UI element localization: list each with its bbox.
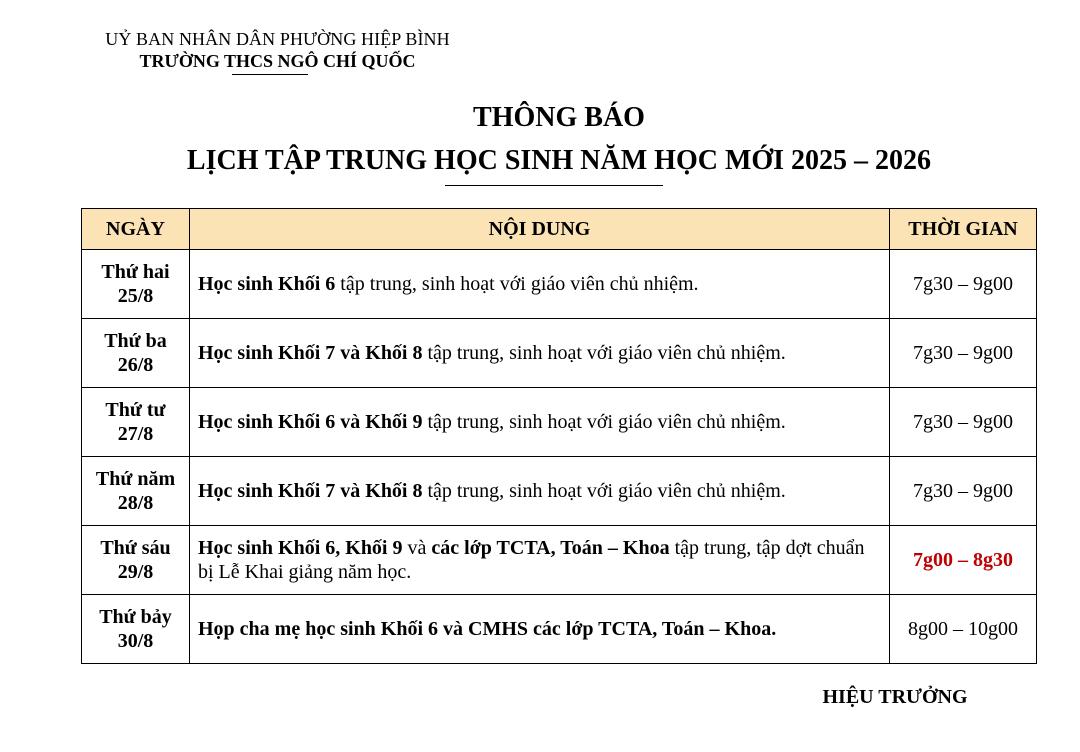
table-row: [82, 319, 1037, 388]
table-header-row: [82, 209, 1037, 250]
day-date: 28/8: [117, 492, 154, 514]
content-cell: [190, 595, 890, 664]
content-cell: [190, 388, 890, 457]
time-cell: 7g30 – 9g00: [890, 319, 1037, 388]
column-header-day: NGÀY: [82, 209, 190, 250]
content-cell: [190, 457, 890, 526]
org-underline: [232, 74, 308, 75]
content-connector: và: [402, 537, 432, 559]
content-bold: Học sinh Khối 7 và Khối 8: [198, 342, 423, 364]
org-line-ward: UỶ BAN NHÂN DÂN PHƯỜNG HIỆP BÌNH: [105, 29, 450, 49]
content-cell: [190, 319, 890, 388]
notice-title: THÔNG BÁO: [473, 102, 645, 133]
day-name: Thứ bảy: [99, 606, 172, 628]
content-bold: Học sinh Khối 6, Khối 9: [198, 537, 403, 559]
table-row: [82, 457, 1037, 526]
day-date: 27/8: [117, 423, 154, 445]
title-underline: [445, 185, 663, 186]
content-text: tập trung, sinh hoạt với giáo viên chủ nhiệm.: [335, 273, 699, 295]
day-date: 25/8: [117, 285, 154, 307]
time-cell: 7g30 – 9g00: [890, 457, 1037, 526]
content-text: tập trung, sinh hoạt với giáo viên chủ nhiệm.: [422, 411, 786, 433]
time-cell: 8g00 – 10g00: [890, 595, 1037, 664]
time-cell-highlighted: 7g00 – 8g30: [890, 526, 1037, 595]
day-cell: [82, 388, 190, 457]
content-text: tập trung, sinh hoạt với giáo viên chủ nhiệm.: [422, 480, 786, 502]
day-cell: [82, 526, 190, 595]
day-cell: [82, 457, 190, 526]
org-line-school: TRƯỜNG THCS NGÔ CHÍ QUỐC: [139, 51, 416, 71]
day-name: Thứ ba: [104, 330, 167, 352]
content-bold: Học sinh Khối 6 và Khối 9: [198, 411, 423, 433]
column-header-time: THỜI GIAN: [890, 209, 1037, 250]
content-bold: Học sinh Khối 7 và Khối 8: [198, 480, 423, 502]
day-date: 29/8: [117, 561, 154, 583]
content-text: tập trung, tập dợt chuẩn bị Lễ Khai giảng năm học.: [198, 537, 865, 583]
day-name: Thứ năm: [95, 468, 176, 490]
day-name: Thứ sáu: [100, 537, 171, 559]
table-row: [82, 526, 1037, 595]
table-row: [82, 595, 1037, 664]
day-date: 30/8: [117, 630, 154, 652]
day-cell: [82, 319, 190, 388]
schedule-table: [81, 208, 1037, 664]
table-row: [82, 388, 1037, 457]
content-cell: [190, 250, 890, 319]
signature-title: HIỆU TRƯỞNG: [822, 686, 968, 708]
table-row: [82, 250, 1037, 319]
time-cell: 7g30 – 9g00: [890, 250, 1037, 319]
content-bold-classes: các lớp TCTA, Toán – Khoa: [431, 537, 670, 559]
content-cell: [190, 526, 890, 595]
content-bold: Họp cha mẹ học sinh Khối 6 và CMHS các lớp TCTA, Toán – Khoa.: [198, 618, 777, 640]
organization-header: [80, 28, 475, 72]
day-name: Thứ hai: [101, 261, 170, 283]
day-date: 26/8: [117, 354, 154, 376]
time-cell: 7g30 – 9g00: [890, 388, 1037, 457]
day-cell: [82, 250, 190, 319]
day-cell: [82, 595, 190, 664]
day-name: Thứ tư: [105, 399, 166, 421]
content-bold: Học sinh Khối 6: [198, 273, 336, 295]
schedule-title: LỊCH TẬP TRUNG HỌC SINH NĂM HỌC MỚI 2025 – 2026: [186, 145, 932, 176]
content-text: tập trung, sinh hoạt với giáo viên chủ nhiệm.: [422, 342, 786, 364]
column-header-content: NỘI DUNG: [190, 209, 890, 250]
